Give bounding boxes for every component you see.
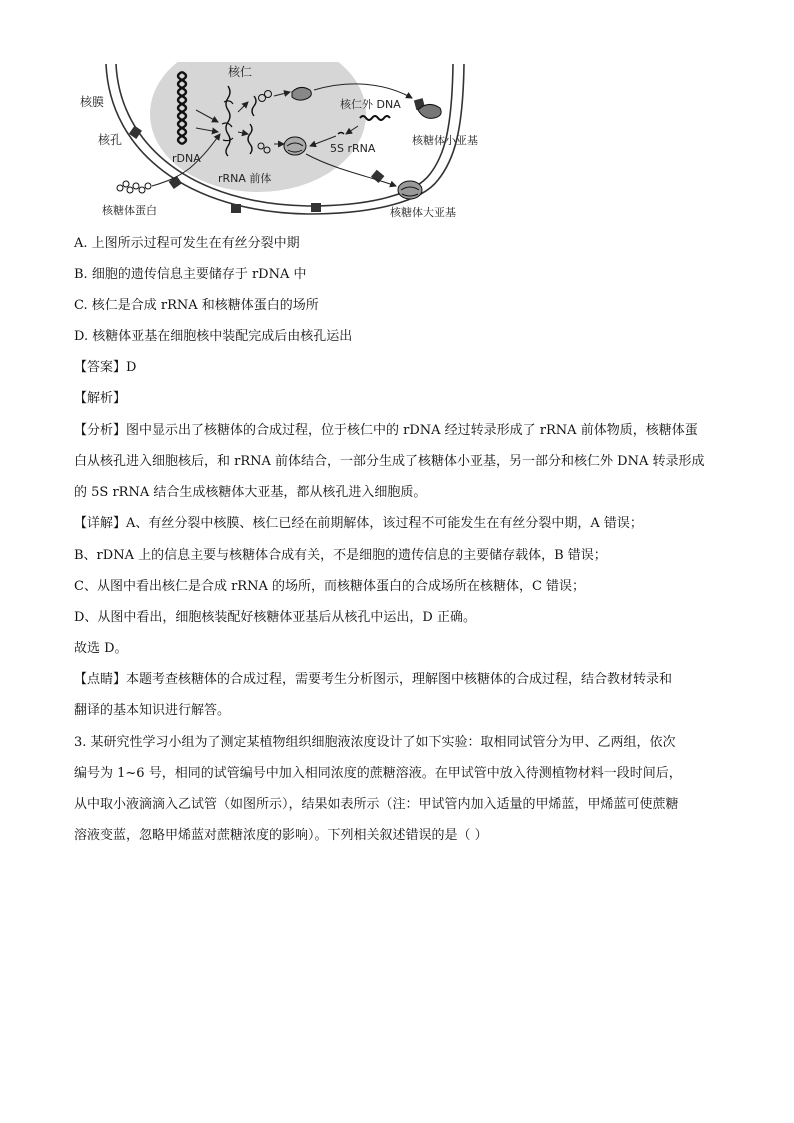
label-5s-rrna: 5S rRNA	[330, 142, 376, 155]
analysis-heading: 【解析】	[74, 391, 127, 406]
comment-line: 翻译的基本知识进行解答。	[74, 703, 231, 718]
nuclear-pore	[311, 203, 321, 212]
analysis-line: 【分析】图中显示出了核糖体的合成过程，位于核仁中的 rDNA 经过转录形成了 rRNA 前体物质，核糖体蛋	[74, 423, 698, 438]
label-ribosomal-protein: 核糖体蛋白	[102, 204, 157, 217]
nuclear-pore	[231, 204, 241, 213]
detail-line: D、从图中看出，细胞核装配好核糖体亚基后从核孔中运出，D 正确。	[74, 610, 476, 625]
label-rrna-precursor: rRNA 前体	[218, 172, 272, 185]
label-small-subunit: 核糖体小亚基	[412, 134, 478, 147]
label-nuclear-envelope: 核膜	[80, 95, 105, 109]
small-subunit-particle	[292, 87, 311, 100]
question3-line: 溶液变蓝，忽略甲烯蓝对蔗糖浓度的影响）。下列相关叙述错误的是（ ）	[74, 828, 488, 843]
question3-line: 3. 某研究性学习小组为了测定某植物组织细胞液浓度设计了如下实验：取相同试管分为甲、乙两组，依次	[74, 735, 676, 750]
option-d: D. 核糖体亚基在细胞核中装配完成后由核孔运出	[74, 329, 353, 344]
ribosome-synthesis-diagram	[78, 62, 492, 224]
label-nucleolus: 核仁	[228, 65, 253, 79]
comment-line: 【点睛】本题考查核糖体的合成过程，需要考生分析图示，理解图中核糖体的合成过程，结合教材转录和	[74, 672, 673, 687]
question3-line: 编号为 1~6 号，相同的试管编号中加入相同浓度的蔗糖溶液。在甲试管中放入待测植物材料一段时间后，	[74, 766, 682, 781]
label-extra-nucleolar-dna: 核仁外 DNA	[340, 98, 401, 111]
detail-line: B、rDNA 上的信息主要与核糖体合成有关，不是细胞的遗传信息的主要储存载体，B 错误；	[74, 548, 607, 563]
analysis-line: 的 5S rRNA 结合生成核糖体大亚基，都从核孔进入细胞质。	[74, 485, 427, 500]
label-large-subunit: 核糖体大亚基	[390, 206, 456, 219]
detail-line: C、从图中看出核仁是合成 rRNA 的场所，而核糖体蛋白的合成场所在核糖体，C 错误；	[74, 579, 586, 594]
option-b: B. 细胞的遗传信息主要储存于 rDNA 中	[74, 267, 307, 282]
analysis-line: 白从核孔进入细胞核后，和 rRNA 前体结合，一部分生成了核糖体小亚基，另一部分和核仁外 DNA 转录形成	[74, 454, 705, 469]
detail-line: 【详解】A、有丝分裂中核膜、核仁已经在前期解体，该过程不可能发生在有丝分裂中期，A 错误；	[74, 516, 643, 531]
small-subunit-cytoplasm	[418, 104, 441, 118]
label-rdna: rDNA	[172, 152, 201, 165]
option-a: A. 上图所示过程可发生在有丝分裂中期	[74, 236, 300, 251]
detail-conclusion: 故选 D。	[74, 641, 128, 656]
label-nuclear-pore: 核孔	[98, 133, 123, 147]
answer: 【答案】D	[74, 360, 137, 375]
question3-line: 从中取小液滴滴入乙试管（如图所示），结果如表所示（注：甲试管内加入适量的甲烯蓝，甲烯蓝可使蔗糖	[74, 797, 679, 812]
option-c: C. 核仁是合成 rRNA 和核糖体蛋白的场所	[74, 298, 319, 313]
